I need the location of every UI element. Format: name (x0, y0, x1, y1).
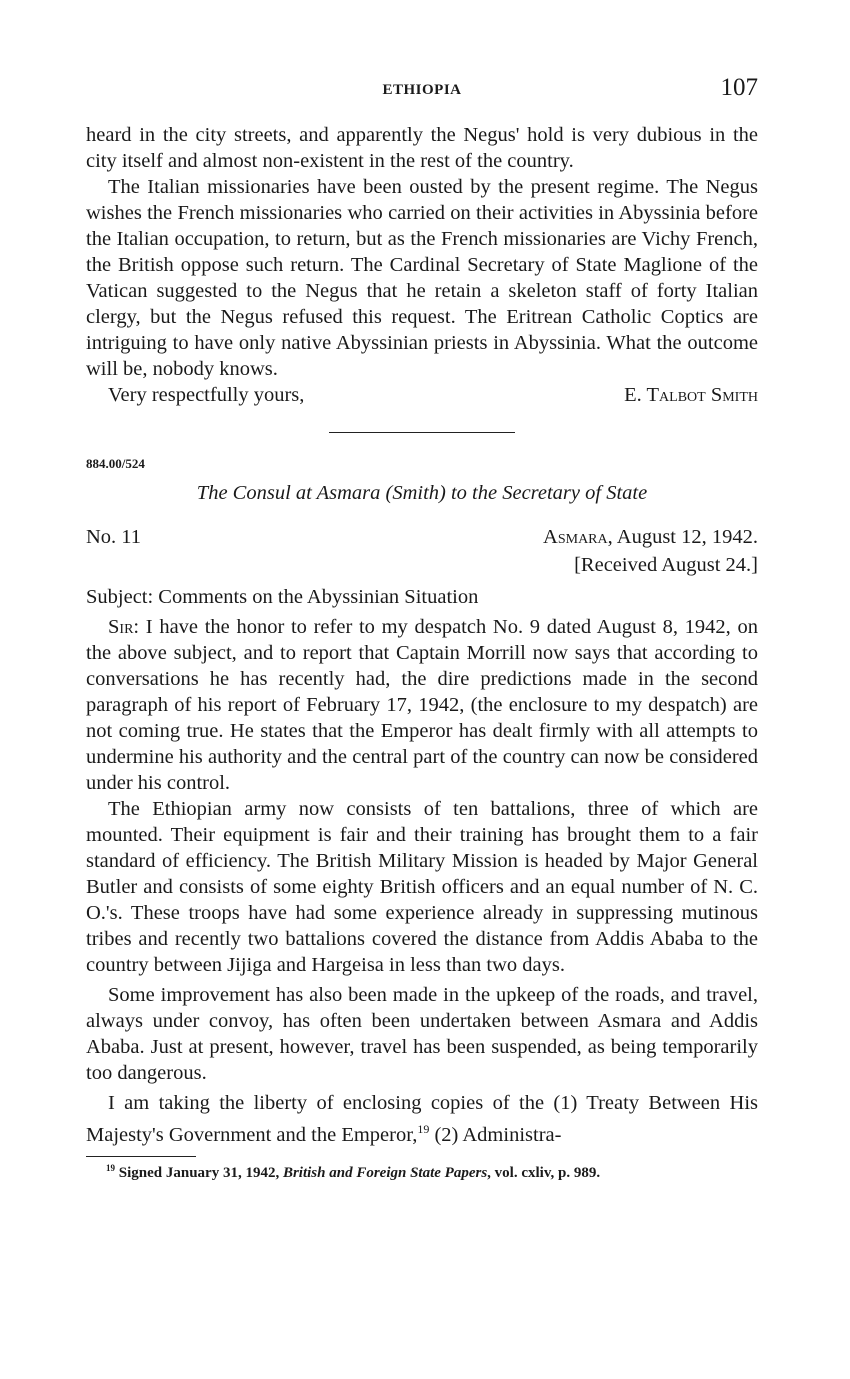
page-number: 107 (720, 74, 758, 101)
salutation: Sir (108, 616, 134, 638)
paragraph-roads: Some improvement has also been made in the upkeep of the roads, and travel, always under convoy, has often been undertaken between Asmara and Addis Ababa. Just at present, however, travel has been suspended, as being temporarily too dangerous. (86, 984, 758, 1084)
file-number: 884.00/524 (86, 456, 145, 471)
footnote-reference: 19 (417, 1122, 430, 1136)
closing: Very respectfully yours, (108, 384, 305, 406)
footnote-marker: 19 (106, 1162, 115, 1173)
footnote-text-b: , vol. cxliv, p. 989. (487, 1164, 601, 1181)
running-title: ETHIOPIA (382, 82, 462, 98)
footnote-rule (86, 1156, 196, 1157)
paragraph-enclosures (86, 1090, 758, 1148)
despatch-dateline (543, 524, 758, 550)
paragraph-continued: heard in the city streets, and apparently the Negus' hold is very dubious in the city itself and almost non-existent in the rest of the country. (86, 124, 758, 172)
footnote (86, 1163, 758, 1182)
paragraph-sir (86, 614, 758, 796)
subject-line: Subject: Comments on the Abyssinian Situation (86, 586, 479, 608)
signature: E. Talbot Smith (624, 384, 758, 406)
signoff (86, 382, 758, 408)
despatch-date: , August 12, 1942. (607, 526, 758, 548)
received-date: [Received August 24.] (574, 554, 758, 576)
page (86, 72, 758, 1182)
document-title: The Consul at Asmara (Smith) to the Secretary of State (196, 482, 648, 504)
running-head (86, 72, 758, 108)
despatch-place: Asmara (543, 526, 608, 548)
footnote-source-title: British and Foreign State Papers (282, 1164, 488, 1181)
paragraph-army: The Ethiopian army now consists of ten battalions, three of which are mounted. Their equipment is fair and their training has brought them to a fair standard of efficiency. The British Military Mission is headed by Major General Butler and consists of some eighty British officers and an equal number of N. C. O.'s. These troops have had some experience already in suppressing mutinous tribes and recently two battalions covered the distance from Addis Ababa to the country between Jijiga and Hargeisa in less than two days. (86, 798, 758, 976)
paragraph-missionaries: The Italian missionaries have been ousted by the present regime. The Negus wishes the French missionaries who carried on their activities in Abyssinia before the Italian occupation, to return, but as the French missionaries are Vichy French, the British oppose such return. The Cardinal Secretary of State Maglione of the Vatican suggested to the Negus that he retain a skeleton staff of forty Italian clergy, but the Negus refused this request. The Eritrean Catholic Coptics are intriguing to have only native Abyssinian priests in Abyssinia. What the outcome will be, nobody knows. (86, 176, 758, 380)
paragraph-enclosures-text-b: (2) Administra- (429, 1123, 562, 1146)
despatch-number: No. 11 (86, 526, 142, 548)
footnote-text-a: Signed January 31, 1942, (115, 1164, 283, 1181)
section-divider (329, 432, 515, 433)
paragraph-sir-text: : I have the honor to refer to my despatch No. 9 dated August 8, 1942, on the above subject, and to report that Captain Morrill now says that according to conversations he has recently had, the dire predictions made in the second paragraph of his report of February 17, 1942, (the enclosure to my despatch) are not coming true. He states that the Emperor has dealt firmly with all attempts to undermine his authority and the central part of the country can now be considered under his control. (86, 616, 758, 794)
paragraph-enclosures-text-a: I am taking the liberty of enclosing copies of the (1) Treaty Between His Majesty's Government and the Emperor, (86, 1092, 758, 1146)
despatch-header (86, 524, 758, 550)
